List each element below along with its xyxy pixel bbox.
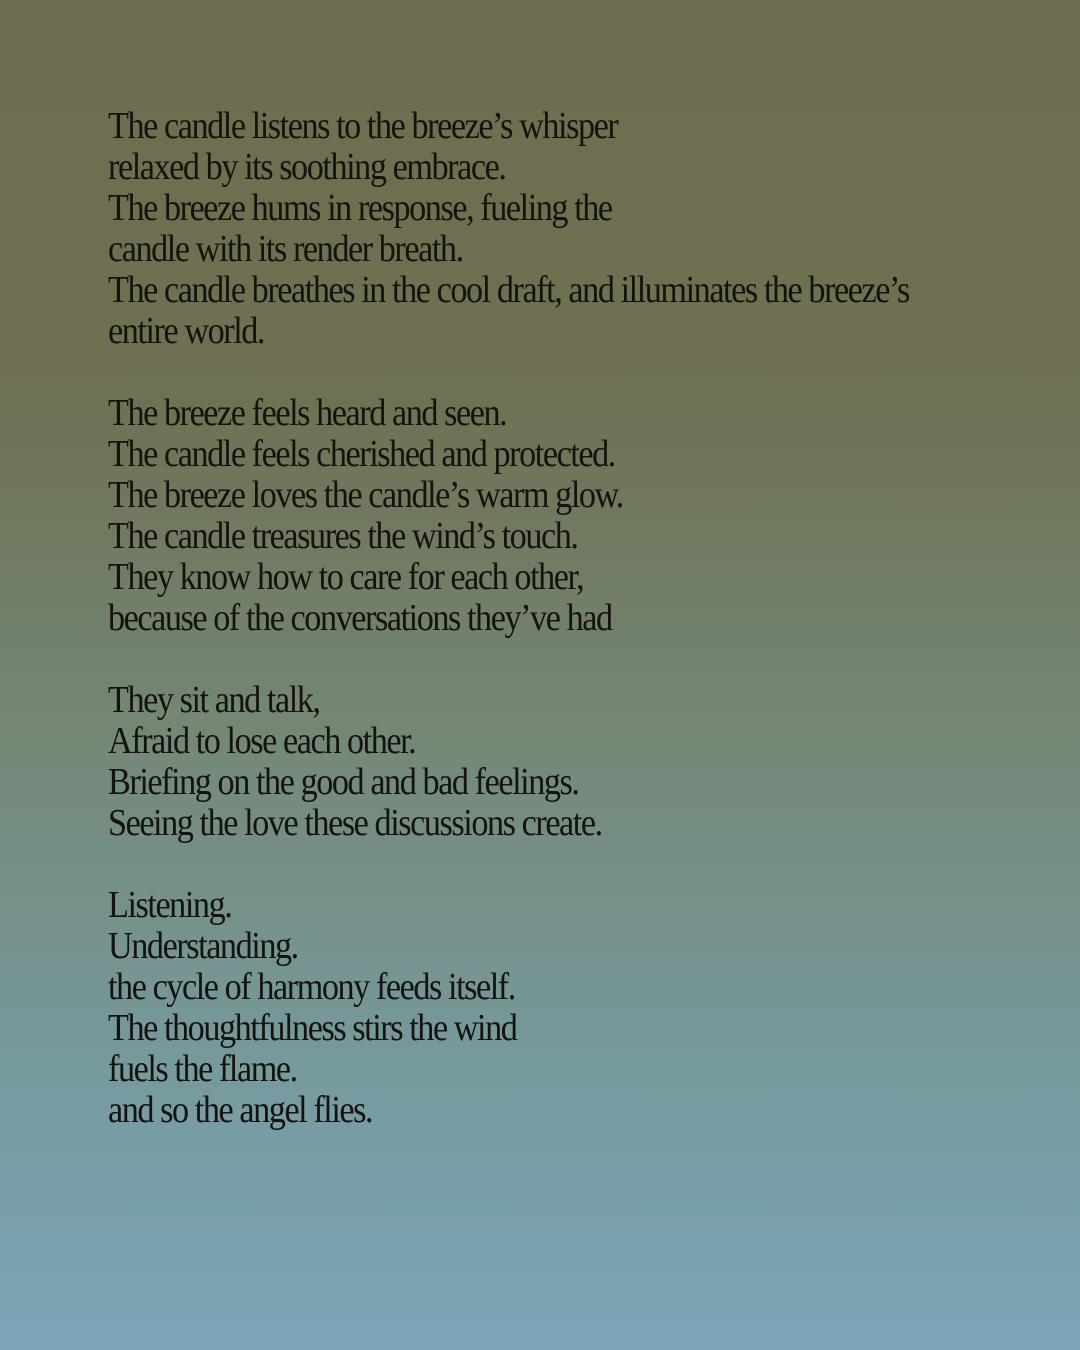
poem-line: fuels the flame. xyxy=(108,1048,297,1090)
poem-line: the cycle of harmony feeds itself. xyxy=(108,966,515,1008)
poem-line: candle with its render breath. xyxy=(108,228,463,270)
stanza-3 xyxy=(108,680,954,844)
poem-line: Understanding. xyxy=(108,925,298,967)
poem-line: and so the angel flies. xyxy=(108,1089,373,1131)
poem-line: The breeze feels heard and seen. xyxy=(108,392,507,434)
poem-line: because of the conversations they’ve had xyxy=(108,597,612,639)
poem-line: The candle breathes in the cool draft, and illuminates the breeze’s xyxy=(108,269,909,311)
stanza-2 xyxy=(108,393,954,639)
stanza-1 xyxy=(108,106,954,352)
poem-line: The candle feels cherished and protected. xyxy=(108,433,615,475)
poem-line: entire world. xyxy=(108,310,265,352)
poem-line: The candle listens to the breeze’s whisper xyxy=(108,105,618,147)
stanza-4 xyxy=(108,885,954,1131)
poem xyxy=(108,106,954,1172)
poem-line: They know how to care for each other, xyxy=(108,556,584,598)
poem-line: Afraid to lose each other. xyxy=(108,720,416,762)
poem-line: Briefing on the good and bad feelings. xyxy=(108,761,579,803)
poem-line: Listening. xyxy=(108,884,232,926)
poem-line: The thoughtfulness stirs the wind xyxy=(108,1007,517,1049)
poem-line: The candle treasures the wind’s touch. xyxy=(108,515,578,557)
poem-line: They sit and talk, xyxy=(108,679,320,721)
poem-line: relaxed by its soothing embrace. xyxy=(108,146,506,188)
poem-line: The breeze hums in response, fueling the xyxy=(108,187,612,229)
poem-line: The breeze loves the candle’s warm glow. xyxy=(108,474,623,516)
poem-line: Seeing the love these discussions create. xyxy=(108,802,602,844)
